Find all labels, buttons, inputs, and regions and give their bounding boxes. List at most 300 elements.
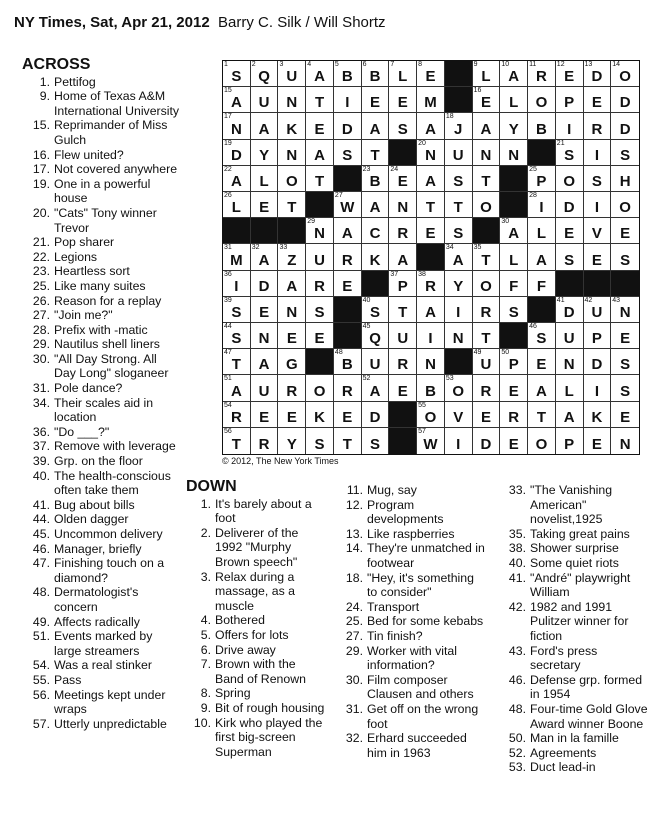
grid-cell[interactable] <box>473 375 501 401</box>
black-square <box>445 349 473 375</box>
grid-cell[interactable] <box>445 113 473 139</box>
grid-cell[interactable] <box>445 271 473 297</box>
cell-letter: Y <box>259 146 270 164</box>
grid-cell[interactable] <box>611 323 639 349</box>
grid-cell[interactable] <box>611 113 639 139</box>
grid-cell[interactable] <box>306 428 334 454</box>
grid-cell[interactable] <box>278 349 306 375</box>
grid-cell[interactable] <box>223 61 251 87</box>
grid-cell[interactable] <box>473 428 501 454</box>
cell-letter: W <box>340 199 355 217</box>
clue-item[interactable] <box>337 644 487 673</box>
grid-cell[interactable] <box>500 297 528 323</box>
grid-cell[interactable] <box>362 113 390 139</box>
clue-item[interactable] <box>22 469 182 498</box>
grid-cell[interactable] <box>417 271 445 297</box>
grid-cell[interactable] <box>500 218 528 244</box>
grid-cell[interactable] <box>278 323 306 349</box>
clue-item[interactable] <box>337 702 487 731</box>
grid-cell[interactable] <box>445 244 473 270</box>
clue-item[interactable] <box>500 760 650 775</box>
grid-cell[interactable] <box>334 218 362 244</box>
clue-item[interactable] <box>22 512 182 527</box>
grid-cell[interactable] <box>334 428 362 454</box>
clue-item[interactable] <box>22 658 182 673</box>
cell-letter: A <box>397 251 409 269</box>
clue-item[interactable] <box>22 381 182 396</box>
grid-cell[interactable] <box>389 113 417 139</box>
grid-cell[interactable] <box>528 87 556 113</box>
grid-cell[interactable] <box>611 297 639 323</box>
grid-cell[interactable] <box>223 402 251 428</box>
clue-item[interactable] <box>22 308 182 323</box>
grid-cell[interactable] <box>223 113 251 139</box>
grid-cell[interactable] <box>334 140 362 166</box>
grid-cell[interactable] <box>445 323 473 349</box>
clue-item[interactable] <box>186 497 326 526</box>
grid-cell[interactable] <box>611 192 639 218</box>
grid-cell[interactable] <box>417 428 445 454</box>
grid-cell[interactable] <box>362 375 390 401</box>
grid-cell[interactable] <box>362 140 390 166</box>
clue-item[interactable] <box>22 629 182 658</box>
clue-item[interactable] <box>186 701 326 716</box>
clue-item[interactable] <box>337 498 487 527</box>
grid-cell[interactable] <box>417 87 445 113</box>
grid-cell[interactable] <box>334 271 362 297</box>
clue-item[interactable] <box>22 615 182 630</box>
cell-number: 3 <box>279 61 284 68</box>
clue-item[interactable] <box>186 570 326 614</box>
grid-cell[interactable] <box>417 192 445 218</box>
cell-letter: A <box>230 382 242 400</box>
grid-cell[interactable] <box>223 140 251 166</box>
clue-item[interactable] <box>337 673 487 702</box>
grid-cell[interactable] <box>362 428 390 454</box>
clue-item[interactable] <box>22 162 182 177</box>
grid-cell[interactable] <box>306 61 334 87</box>
grid-cell[interactable] <box>334 113 362 139</box>
grid-cell[interactable] <box>389 61 417 87</box>
grid-cell[interactable] <box>500 140 528 166</box>
grid-cell[interactable] <box>223 244 251 270</box>
grid-cell[interactable] <box>251 349 279 375</box>
grid-cell[interactable] <box>584 323 612 349</box>
grid-cell[interactable] <box>362 244 390 270</box>
cell-number: 11 <box>529 61 537 68</box>
grid-cell[interactable] <box>556 428 584 454</box>
clue-item[interactable] <box>500 600 650 644</box>
grid-cell[interactable] <box>251 271 279 297</box>
grid-cell[interactable] <box>334 375 362 401</box>
grid-cell[interactable] <box>306 271 334 297</box>
grid-cell[interactable] <box>278 192 306 218</box>
clue-item[interactable] <box>22 352 182 381</box>
grid-cell[interactable] <box>251 323 279 349</box>
black-square <box>556 271 584 297</box>
grid-cell[interactable] <box>306 87 334 113</box>
grid-cell[interactable] <box>389 87 417 113</box>
grid-cell[interactable] <box>306 323 334 349</box>
grid-cell[interactable] <box>306 166 334 192</box>
grid-cell[interactable] <box>556 323 584 349</box>
grid-cell[interactable] <box>417 402 445 428</box>
grid-cell[interactable] <box>278 271 306 297</box>
grid-cell[interactable] <box>362 402 390 428</box>
cell-letter: E <box>425 68 436 86</box>
cell-letter: O <box>285 173 298 190</box>
clue-item[interactable] <box>186 657 326 686</box>
grid-cell[interactable] <box>584 218 612 244</box>
grid-cell[interactable] <box>389 192 417 218</box>
grid-cell[interactable] <box>611 140 639 166</box>
grid-cell[interactable] <box>223 166 251 192</box>
grid-cell[interactable] <box>223 375 251 401</box>
grid-cell[interactable] <box>445 140 473 166</box>
grid-cell[interactable] <box>584 192 612 218</box>
clue-item[interactable] <box>500 527 650 542</box>
grid-cell[interactable] <box>417 61 445 87</box>
clue-item[interactable] <box>22 148 182 163</box>
grid-cell[interactable] <box>528 402 556 428</box>
clue-item[interactable] <box>500 746 650 761</box>
grid-cell[interactable] <box>278 87 306 113</box>
grid-cell[interactable] <box>500 113 528 139</box>
grid-cell[interactable] <box>556 244 584 270</box>
grid-cell[interactable] <box>473 140 501 166</box>
grid-cell[interactable] <box>223 297 251 323</box>
grid-cell[interactable] <box>500 244 528 270</box>
grid-cell[interactable] <box>500 61 528 87</box>
cell-letter: U <box>591 304 603 321</box>
grid-cell[interactable] <box>528 218 556 244</box>
clue-item[interactable] <box>22 585 182 614</box>
clue-item[interactable] <box>22 323 182 338</box>
grid-cell[interactable] <box>528 271 556 297</box>
clue-item[interactable] <box>22 337 182 352</box>
grid-cell[interactable] <box>584 61 612 87</box>
clue-item[interactable] <box>22 673 182 688</box>
grid-cell[interactable] <box>473 166 501 192</box>
grid-cell[interactable] <box>417 297 445 323</box>
grid-cell[interactable] <box>251 140 279 166</box>
clue-item[interactable] <box>22 498 182 513</box>
grid-cell[interactable] <box>445 166 473 192</box>
grid-cell[interactable] <box>306 113 334 139</box>
clue-item[interactable] <box>22 75 182 90</box>
clue-item[interactable] <box>22 439 182 454</box>
clue-item[interactable] <box>500 556 650 571</box>
grid-cell[interactable] <box>334 61 362 87</box>
grid-cell[interactable] <box>417 375 445 401</box>
grid-cell[interactable] <box>584 113 612 139</box>
clue-item[interactable] <box>22 556 182 585</box>
grid-cell[interactable] <box>528 166 556 192</box>
grid-cell[interactable] <box>500 87 528 113</box>
grid-cell[interactable] <box>306 244 334 270</box>
cell-letter: E <box>480 408 491 426</box>
clue-item[interactable] <box>337 571 487 600</box>
clue-number: 29. <box>345 643 363 658</box>
clue-item[interactable] <box>500 731 650 746</box>
grid-cell[interactable] <box>306 218 334 244</box>
clue-item[interactable] <box>22 118 182 147</box>
grid-cell[interactable] <box>417 166 445 192</box>
grid-cell[interactable] <box>223 192 251 218</box>
grid-cell[interactable] <box>251 402 279 428</box>
grid-cell[interactable] <box>306 375 334 401</box>
grid-cell[interactable] <box>528 61 556 87</box>
cell-letter: N <box>286 304 298 321</box>
grid-cell[interactable] <box>278 244 306 270</box>
cell-letter: R <box>286 382 298 400</box>
grid-cell[interactable] <box>334 244 362 270</box>
grid-cell[interactable] <box>473 113 501 139</box>
grid-cell[interactable] <box>389 375 417 401</box>
clue-item[interactable] <box>500 702 650 731</box>
clue-item[interactable] <box>186 643 326 658</box>
cell-number: 50 <box>501 349 510 357</box>
clue-item[interactable] <box>337 629 487 644</box>
grid-cell[interactable] <box>473 87 501 113</box>
grid-cell[interactable] <box>556 140 584 166</box>
cell-letter: S <box>453 173 464 190</box>
grid-cell[interactable] <box>251 428 279 454</box>
grid-cell[interactable] <box>278 166 306 192</box>
clue-item[interactable] <box>500 483 650 527</box>
grid-cell[interactable] <box>389 323 417 349</box>
clue-item[interactable] <box>22 206 182 235</box>
grid-cell[interactable] <box>362 166 390 192</box>
grid-cell[interactable] <box>500 428 528 454</box>
grid-cell[interactable] <box>584 428 612 454</box>
grid-cell[interactable] <box>584 166 612 192</box>
grid-cell[interactable] <box>417 323 445 349</box>
grid-cell[interactable] <box>556 349 584 375</box>
grid-cell[interactable] <box>473 61 501 87</box>
grid-cell[interactable] <box>528 428 556 454</box>
grid-cell[interactable] <box>556 87 584 113</box>
cell-letter: N <box>619 436 631 453</box>
clue-item[interactable] <box>22 250 182 265</box>
grid-cell[interactable] <box>278 297 306 323</box>
clue-item[interactable] <box>186 716 326 760</box>
grid-cell[interactable] <box>362 323 390 349</box>
grid-cell[interactable] <box>528 192 556 218</box>
grid-cell[interactable] <box>445 297 473 323</box>
grid-cell[interactable] <box>362 87 390 113</box>
grid-cell[interactable] <box>417 113 445 139</box>
grid-cell[interactable] <box>278 428 306 454</box>
clue-text: Four-time Gold Glove Award winner Boone <box>530 701 648 731</box>
grid-cell[interactable] <box>251 244 279 270</box>
grid-cell[interactable] <box>223 87 251 113</box>
grid-cell[interactable] <box>251 192 279 218</box>
grid-cell[interactable] <box>500 375 528 401</box>
grid-cell[interactable] <box>334 349 362 375</box>
grid-cell[interactable] <box>528 349 556 375</box>
grid-cell[interactable] <box>278 402 306 428</box>
clue-item[interactable] <box>22 454 182 469</box>
grid-cell[interactable] <box>528 323 556 349</box>
grid-cell[interactable] <box>556 218 584 244</box>
grid-cell[interactable] <box>362 218 390 244</box>
clue-item[interactable] <box>22 425 182 440</box>
clue-item[interactable] <box>337 483 487 498</box>
grid-cell[interactable] <box>611 244 639 270</box>
grid-cell[interactable] <box>389 349 417 375</box>
clue-item[interactable] <box>22 235 182 250</box>
clue-item[interactable] <box>22 279 182 294</box>
grid-cell[interactable] <box>584 140 612 166</box>
clue-item[interactable] <box>22 294 182 309</box>
grid-cell[interactable] <box>417 349 445 375</box>
grid-cell[interactable] <box>611 87 639 113</box>
grid-cell[interactable] <box>362 61 390 87</box>
grid-cell[interactable] <box>556 297 584 323</box>
clue-item[interactable] <box>186 613 326 628</box>
grid-cell[interactable] <box>584 402 612 428</box>
grid-cell[interactable] <box>417 218 445 244</box>
grid-cell[interactable] <box>417 140 445 166</box>
clue-number: 49. <box>32 614 50 629</box>
clue-item[interactable] <box>186 628 326 643</box>
grid-cell[interactable] <box>611 349 639 375</box>
grid-cell[interactable] <box>251 297 279 323</box>
clue-item[interactable] <box>186 526 326 570</box>
grid-cell[interactable] <box>306 297 334 323</box>
clue-item[interactable] <box>500 673 650 702</box>
grid-cell[interactable] <box>223 271 251 297</box>
grid-cell[interactable] <box>251 61 279 87</box>
grid-cell[interactable] <box>584 87 612 113</box>
puzzle-header <box>14 14 386 31</box>
grid-cell[interactable] <box>445 402 473 428</box>
grid-cell[interactable] <box>251 375 279 401</box>
clue-item[interactable] <box>22 542 182 557</box>
grid-cell[interactable] <box>556 61 584 87</box>
grid-cell[interactable] <box>473 323 501 349</box>
grid-cell[interactable] <box>556 375 584 401</box>
grid-cell[interactable] <box>473 349 501 375</box>
grid-cell[interactable] <box>389 297 417 323</box>
grid-cell[interactable] <box>500 271 528 297</box>
grid-cell[interactable] <box>334 402 362 428</box>
grid-cell[interactable] <box>223 323 251 349</box>
cell-letter: E <box>508 382 519 400</box>
grid-cell[interactable] <box>528 375 556 401</box>
clue-item[interactable] <box>337 614 487 629</box>
clue-number: 28. <box>32 322 50 337</box>
grid-cell[interactable] <box>334 87 362 113</box>
cell-letter: E <box>480 94 491 112</box>
clue-item[interactable] <box>22 688 182 717</box>
grid-cell[interactable] <box>251 166 279 192</box>
cell-letter: P <box>536 173 547 190</box>
grid-cell[interactable] <box>473 402 501 428</box>
grid-cell[interactable] <box>389 271 417 297</box>
grid-cell[interactable] <box>362 192 390 218</box>
grid-cell[interactable] <box>445 192 473 218</box>
clue-item[interactable] <box>337 731 487 760</box>
grid-cell[interactable] <box>362 297 390 323</box>
grid-cell[interactable] <box>500 402 528 428</box>
grid-cell[interactable] <box>473 192 501 218</box>
grid-cell[interactable] <box>611 428 639 454</box>
clue-item[interactable] <box>22 89 182 118</box>
cell-letter: D <box>480 436 492 453</box>
grid-cell[interactable] <box>500 349 528 375</box>
cell-letter: A <box>452 251 464 269</box>
grid-cell[interactable] <box>334 192 362 218</box>
grid-cell[interactable] <box>389 244 417 270</box>
grid-cell[interactable] <box>306 402 334 428</box>
grid-cell[interactable] <box>528 113 556 139</box>
grid-cell[interactable] <box>223 349 251 375</box>
clue-item[interactable] <box>500 644 650 673</box>
grid-cell[interactable] <box>611 375 639 401</box>
grid-cell[interactable] <box>445 375 473 401</box>
grid-cell[interactable] <box>445 218 473 244</box>
clue-item[interactable] <box>22 527 182 542</box>
clue-item[interactable] <box>22 396 182 425</box>
clue-item[interactable] <box>22 264 182 279</box>
grid-cell[interactable] <box>556 192 584 218</box>
clue-item[interactable] <box>337 600 487 615</box>
clue-text: Bug about bills <box>54 497 135 512</box>
grid-cell[interactable] <box>278 140 306 166</box>
grid-cell[interactable] <box>528 244 556 270</box>
grid-cell[interactable] <box>611 218 639 244</box>
grid-cell[interactable] <box>611 61 639 87</box>
cell-letter: N <box>258 330 270 348</box>
grid-cell[interactable] <box>584 375 612 401</box>
grid-cell[interactable] <box>556 402 584 428</box>
clue-item[interactable] <box>22 177 182 206</box>
cell-letter: W <box>423 436 438 453</box>
grid-cell[interactable] <box>278 61 306 87</box>
grid-cell[interactable] <box>389 218 417 244</box>
clue-item[interactable] <box>337 541 487 570</box>
cell-letter: O <box>424 408 437 426</box>
clue-item[interactable] <box>22 717 182 732</box>
grid-cell[interactable] <box>611 402 639 428</box>
grid-cell[interactable] <box>445 428 473 454</box>
cell-number: 16 <box>473 87 482 95</box>
clue-item[interactable] <box>186 686 326 701</box>
grid-cell[interactable] <box>473 271 501 297</box>
grid-cell[interactable] <box>611 166 639 192</box>
grid-cell[interactable] <box>251 113 279 139</box>
grid-cell[interactable] <box>362 349 390 375</box>
grid-cell[interactable] <box>584 349 612 375</box>
grid-cell[interactable] <box>223 428 251 454</box>
grid-cell[interactable] <box>473 244 501 270</box>
grid-cell[interactable] <box>556 166 584 192</box>
grid-cell[interactable] <box>278 375 306 401</box>
grid-cell[interactable] <box>251 87 279 113</box>
clue-item[interactable] <box>500 571 650 600</box>
grid-cell[interactable] <box>584 244 612 270</box>
clue-item[interactable] <box>500 541 650 556</box>
grid-cell[interactable] <box>278 113 306 139</box>
grid-cell[interactable] <box>389 166 417 192</box>
grid-cell[interactable] <box>584 297 612 323</box>
grid-cell[interactable] <box>306 140 334 166</box>
clue-item[interactable] <box>337 527 487 542</box>
grid-cell[interactable] <box>473 297 501 323</box>
grid-cell[interactable] <box>556 113 584 139</box>
